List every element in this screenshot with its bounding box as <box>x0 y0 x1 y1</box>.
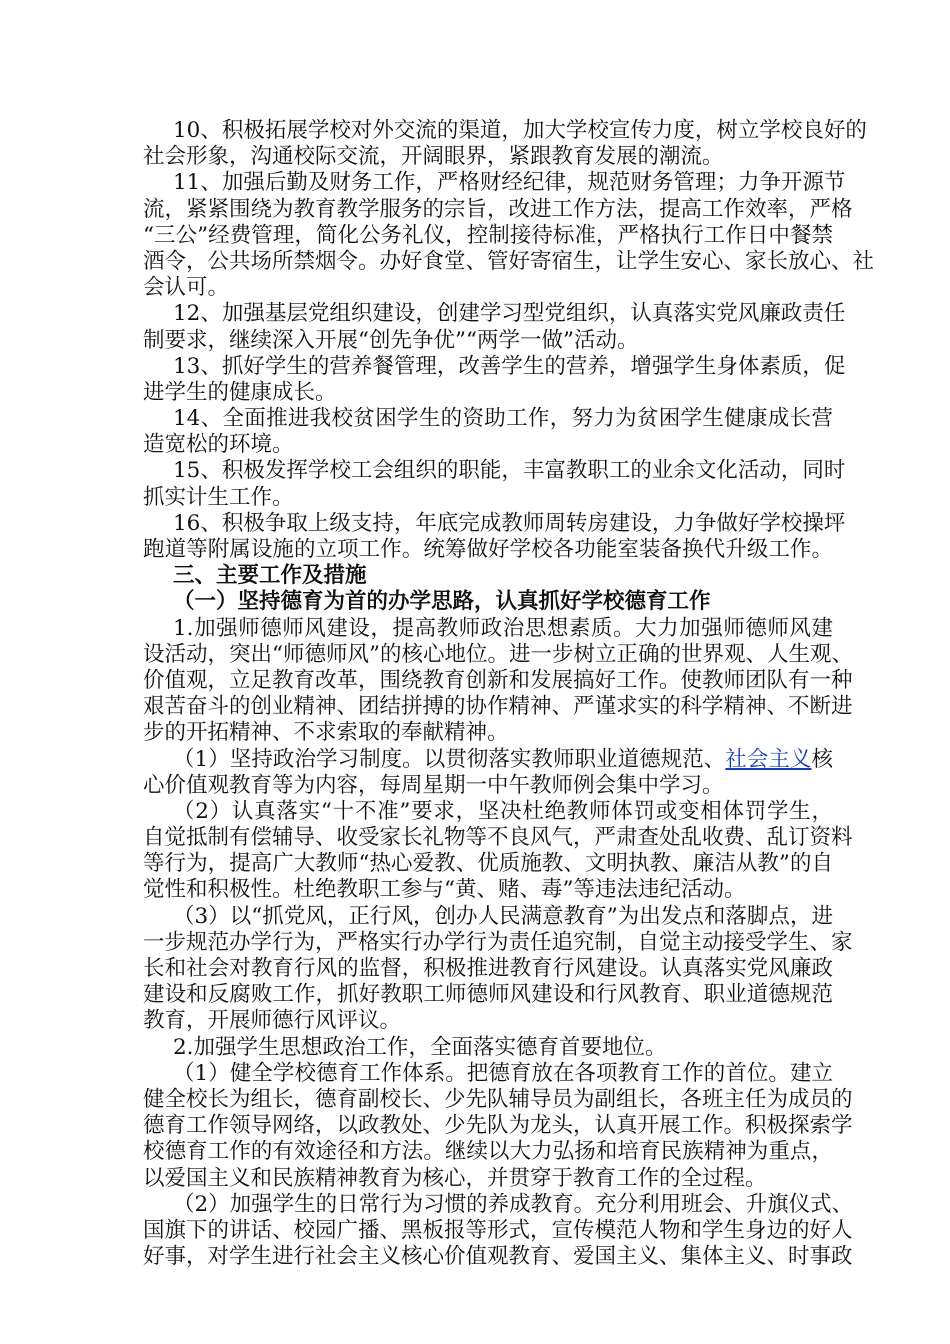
line-text: 德育工作领导网络，以政教处、少先队为龙头，认真开展工作。积极探索学 <box>143 1113 853 1139</box>
line-text: 进学生的健康成长。 <box>143 379 337 405</box>
text-line <box>143 223 833 249</box>
line-text: 抓实计生工作。 <box>143 484 294 510</box>
line-text: 社会形象，沟通校际交流，开阔眼界，紧跟教育发展的潮流。 <box>143 144 724 170</box>
line-text: 16、积极争取上级支持，年底完成教师周转房建设，力争做好学校操坪 <box>173 510 846 536</box>
text-line <box>143 458 846 484</box>
text-line <box>143 1061 833 1087</box>
line-text: 艰苦奋斗的创业精神、团结拼搏的协作精神、严谨求实的科学精神、不断进 <box>143 694 853 720</box>
text-line <box>143 1008 833 1034</box>
document-page <box>143 118 875 1270</box>
line-text: 好事，对学生进行社会主义核心价值观教育、爱国主义、集体主义、时事政 <box>143 1244 853 1270</box>
line-text: 11、加强后勤及财务工作，严格财经纪律，规范财务管理；力争开源节 <box>173 170 846 196</box>
line-text: 觉性和积极性。杜绝教职工参与“黄、赌、毒”等违法违纪活动。 <box>143 877 746 903</box>
text-line <box>143 694 853 720</box>
text-line <box>143 380 833 406</box>
line-text: 健全校长为组长，德育副校长、少先队辅导员为副组长，各班主任为成员的 <box>143 1086 853 1112</box>
text-line <box>143 144 833 170</box>
line-text: 制要求，继续深入开展“创先争优”“两学一做”活动。 <box>143 327 639 353</box>
text-line <box>143 929 853 956</box>
line-text: 会认可。 <box>143 275 230 301</box>
text-line <box>143 118 867 144</box>
line-text: （1）坚持政治学习制度。以贯彻落实教师职业道德规范、 <box>173 746 726 772</box>
text-line <box>143 1113 853 1139</box>
text-line <box>143 328 833 354</box>
text-line <box>143 353 846 380</box>
text-line <box>143 248 875 275</box>
text-line <box>143 510 846 537</box>
line-text: 酒令，公共场所禁烟令。办好食堂、管好寄宿生，让学生安心、家长放心、社 <box>143 248 875 274</box>
hyperlink-socialism[interactable]: 社会主义 <box>725 746 812 772</box>
text-line <box>143 432 833 458</box>
text-line <box>143 877 833 903</box>
text-line <box>143 1035 833 1061</box>
text-line <box>143 773 833 799</box>
line-text: 国旗下的讲话、校园广播、黑板报等形式，宣传模范人物和学生身边的好人 <box>143 1217 853 1243</box>
line-text: （2）认真落实“十不准”要求，坚决杜绝教师体罚或变相体罚学生， <box>173 798 833 824</box>
text-line <box>143 1139 833 1165</box>
line-text: 步的开拓精神、不求索取的奉献精神。 <box>143 720 509 746</box>
text-line <box>143 747 833 773</box>
line-text: 三、主要工作及措施 <box>173 563 367 589</box>
line-text: 流，紧紧围绕为教育教学服务的宗旨，改进工作方法，提高工作效率，严格 <box>143 196 853 222</box>
line-text: 2.加强学生思想政治工作，全面落实德育首要地位。 <box>173 1034 667 1060</box>
line-text: 校德育工作的有效途径和方法。继续以大力弘扬和培育民族精神为重点， <box>143 1139 833 1165</box>
text-line <box>143 956 833 982</box>
text-line <box>143 170 846 196</box>
text-line <box>143 799 833 825</box>
line-text: （一）坚持德育为首的办学思路，认真抓好学校德育工作 <box>173 589 711 615</box>
text-line <box>143 851 833 877</box>
text-line <box>143 1244 853 1270</box>
line-text: （2）加强学生的日常行为习惯的养成教育。充分利用班会、升旗仪式、 <box>173 1191 854 1217</box>
line-text: 长和社会对教育行风的监督，积极推进教育行风建设。认真落实党风廉政 <box>143 956 833 981</box>
text-line <box>143 275 833 301</box>
line-text: 10、积极拓展学校对外交流的渠道，加大学校宣传力度，树立学校良好的 <box>173 118 867 143</box>
text-line <box>143 641 853 668</box>
line-text: 13、抓好学生的营养餐管理，改善学生的营养，增强学生身体素质，促 <box>173 353 846 379</box>
line-text: 心价值观教育等为内容，每周星期一中午教师例会集中学习。 <box>143 772 724 798</box>
line-text: 造宽松的环境。 <box>143 432 294 458</box>
text-line <box>143 825 853 851</box>
text-line <box>143 667 853 694</box>
line-text: 建设和反腐败工作，抓好教职工师德师风建设和行风教育、职业道德规范 <box>143 982 833 1008</box>
text-line <box>143 720 833 746</box>
line-text: 12、加强基层党组织建设，创建学习型党组织，认真落实党风廉政责任 <box>173 301 846 327</box>
line-text: 自觉抵制有偿辅导、收受家长礼物等不良风气，严肃查处乱收费、乱订资料 <box>143 825 853 851</box>
text-line <box>143 196 853 223</box>
text-line <box>143 1086 853 1113</box>
line-text: 设活动，突出“师德师风”的核心地位。进一步树立正确的世界观、人生观、 <box>143 641 853 667</box>
line-text: 跑道等附属设施的立项工作。统筹做好学校各功能室装备换代升级工作。 <box>143 537 833 562</box>
line-text: 一步规范办学行为，严格实行办学行为责任追究制，自觉主动接受学生、家 <box>143 929 853 955</box>
text-line <box>143 904 833 930</box>
text-line <box>143 616 833 642</box>
line-text: （3）以“抓党风，正行风，创办人民满意教育”为出发点和落脚点，进 <box>173 903 833 929</box>
line-text: 1.加强师德师风建设，提高教师政治思想素质。大力加强师德师风建 <box>173 615 833 641</box>
line-text: “三公”经费管理，简化公务礼仪，控制接待标准，严格执行工作日中餐禁 <box>143 222 833 248</box>
line-text: 教育，开展师德行风评议。 <box>143 1008 402 1034</box>
text-line <box>143 1191 854 1218</box>
text-line <box>143 537 833 563</box>
line-text: 15、积极发挥学校工会组织的职能，丰富教职工的业余文化活动，同时 <box>173 458 846 484</box>
text-line <box>143 1217 853 1244</box>
line-text: 14、全面推进我校贫困学生的资助工作，努力为贫困学生健康成长营 <box>173 406 833 432</box>
text-line <box>143 301 846 327</box>
text-line <box>143 1166 833 1192</box>
text-line <box>143 485 833 511</box>
line-text: （1）健全学校德育工作体系。把德育放在各项教育工作的首位。建立 <box>173 1060 833 1086</box>
line-text: 以爱国主义和民族精神教育为核心，并贯穿于教育工作的全过程。 <box>143 1165 767 1191</box>
line-text-tail: 核 <box>811 746 833 772</box>
text-line <box>143 406 833 432</box>
line-text: 等行为，提高广大教师“热心爱教、优质施教、文明执教、廉洁从教”的自 <box>143 851 833 877</box>
section-heading <box>143 563 833 589</box>
section-heading <box>143 589 833 615</box>
text-line <box>143 982 833 1008</box>
line-text: 价值观，立足教育改革，围绕教育创新和发展搞好工作。使教师团队有一种 <box>143 667 853 693</box>
